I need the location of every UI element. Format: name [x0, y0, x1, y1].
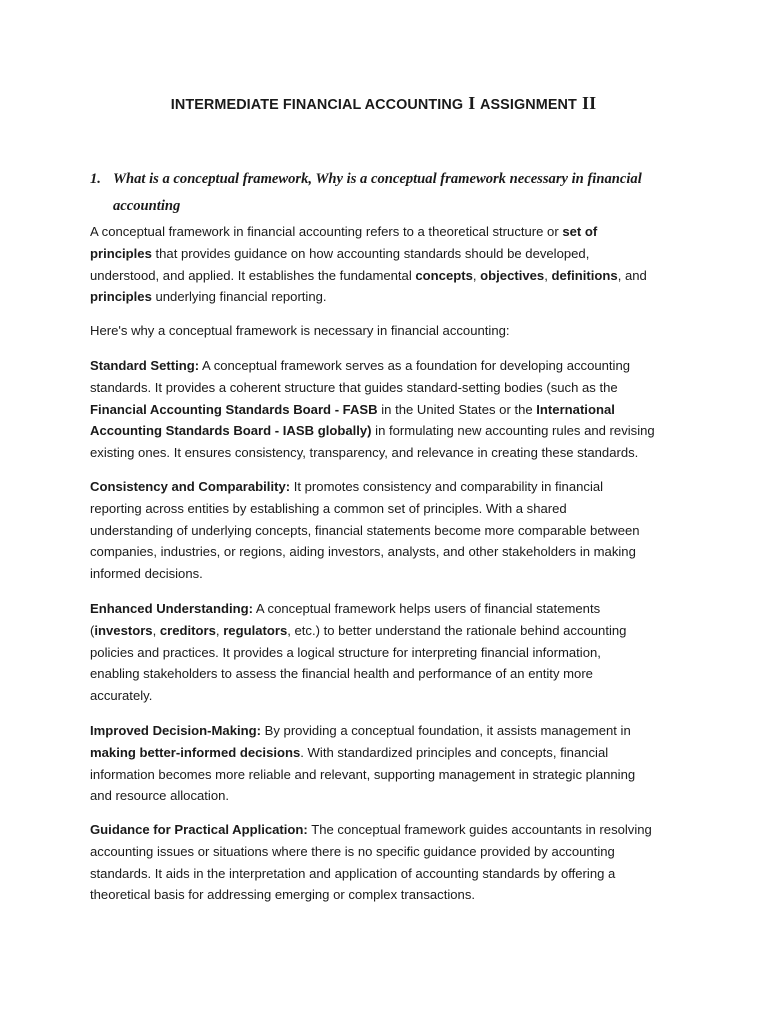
text-run: understood, and applied. It establishes the fundamental [90, 267, 416, 283]
title-part1: INTERMEDIATE FINANCIAL ACCOUNTING [170, 97, 464, 113]
text-run: definitions [551, 267, 618, 283]
text-run: informed decisions. [90, 566, 203, 582]
decision-heading: Improved Decision-Making: [90, 723, 261, 738]
text-run: theoretical basis for addressing emerging or complex transactions. [90, 887, 475, 903]
text-run: , and [617, 267, 647, 283]
text-run: set of [562, 224, 598, 239]
document-title [0, 93, 768, 114]
text-run: Financial Accounting Standards Board - FASB [90, 401, 378, 417]
text-run: , etc.) to better understand the rationale behind accounting [287, 622, 627, 638]
decision-paragraph [90, 720, 690, 807]
text-run: underlying financial reporting. [151, 289, 327, 305]
text-run: accurately. [90, 688, 153, 704]
text-run: principles [90, 289, 152, 305]
text-run: creditors [159, 622, 216, 638]
text-run: in the United States or the [377, 401, 537, 417]
text-run: International [536, 401, 615, 417]
text-run: information becomes more reliable and relevant, supporting management in strategic planning [90, 766, 636, 782]
text-run: regulators [223, 622, 288, 638]
text-run: making better-informed decisions [90, 744, 301, 760]
text-run: and resource allocation. [90, 788, 230, 804]
text-run: standards. It aids in the interpretation and application of accounting standards by offering a [90, 865, 616, 881]
text-run: Here's why a conceptual framework is necessary in financial accounting: [90, 323, 510, 338]
text-run: By providing a conceptual foundation, it assists management in [260, 723, 631, 738]
text-run: companies, industries, or regions, aiding investors, analysts, and other stakeholders in making [90, 544, 636, 560]
consistency-paragraph [90, 476, 690, 585]
text-run: A conceptual framework helps users of financial statements [252, 601, 601, 616]
text-run: The conceptual framework guides accountants in resolving [307, 822, 652, 837]
text-run: . With standardized principles and concepts, financial [300, 744, 609, 760]
text-run: principles [90, 245, 152, 261]
standard-setting-heading: Standard Setting: [90, 358, 200, 373]
text-run: in formulating new accounting rules and revising [371, 423, 655, 439]
text-run: Accounting Standards Board - IASB globally) [90, 423, 372, 439]
text-run: existing ones. It ensures consistency, transparency, and relevance in creating these standards. [90, 445, 639, 461]
text-run: standards. It provides a coherent structure that guides standard-setting bodies (such as the [90, 379, 618, 395]
text-run: A conceptual framework serves as a foundation for developing accounting [199, 358, 631, 373]
text-run: understanding of underlying concepts, financial statements become more comparable between [90, 522, 640, 538]
understanding-paragraph [90, 598, 690, 707]
understanding-heading: Enhanced Understanding: [90, 601, 253, 616]
text-run: that provides guidance on how accounting standards should be developed, [151, 245, 590, 261]
guidance-heading: Guidance for Practical Application: [90, 822, 308, 837]
question-heading [90, 166, 690, 220]
text-run: , [152, 622, 160, 638]
text-run: A conceptual framework in financial accounting refers to a theoretical structure or [90, 224, 563, 239]
consistency-heading: Consistency and Comparability: [90, 479, 291, 494]
standard-setting-paragraph [90, 355, 690, 464]
text-run: ( [90, 622, 95, 638]
text-run: policies and practices. It provides a logical structure for interpreting financial information, [90, 644, 601, 660]
text-run: reporting across entities by establishing a common set of principles. With a shared [90, 500, 567, 516]
text-run: , [544, 267, 552, 283]
question-line-2: accounting [113, 198, 181, 214]
title-part2: ASSIGNMENT [479, 97, 577, 113]
why-paragraph [90, 320, 690, 342]
title-roman-1: I [468, 93, 476, 113]
guidance-paragraph [90, 819, 690, 906]
text-run: , [472, 267, 481, 283]
text-run: investors [94, 622, 153, 638]
question-line-1: What is a conceptual framework, Why is a conceptual framework necessary in financial [113, 171, 642, 187]
text-run: objectives [480, 267, 545, 283]
text-run: enabling stakeholders to assess the financial health and performance of an entity more [90, 666, 593, 682]
text-run: , [215, 622, 224, 638]
title-roman-2: II [582, 93, 597, 113]
intro-paragraph [90, 221, 690, 308]
text-run: concepts [415, 267, 473, 283]
question-number: 1. [90, 171, 101, 187]
text-run: It promotes consistency and comparability in financial [290, 479, 604, 494]
text-run: accounting issues or situations where there is no specific guidance provided by accounting [90, 843, 615, 859]
